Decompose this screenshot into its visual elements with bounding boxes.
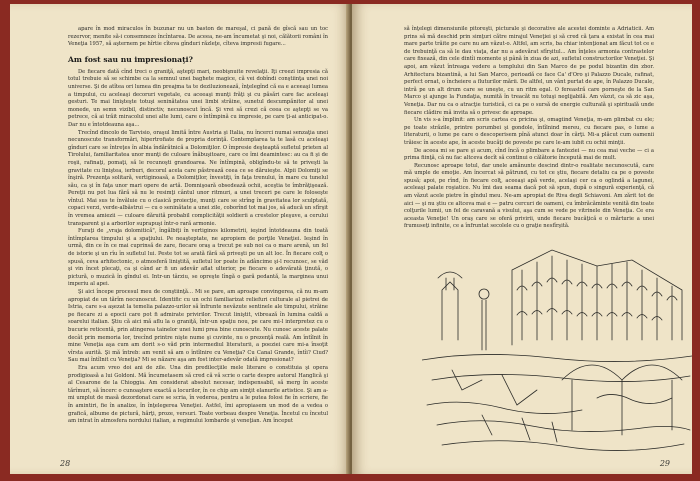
left-paragraph-2: Trecînd dincolo de Tarvisio, oraşul limită între Austria şi Italia, nu încerci numai senzaţia unei necunoscute transformări, hipertrofiate de propria dorinţă. Contemplarea ta te lasă cu aceleaşi gînduri care se întreţes în albia îndărătnică a Dolomiţilor. O împresie deşteaptă sufletul prieten al Tirolului, familiaritatea unor munţi de culoare înăbuşitoare, care ce îmi deamintesc: au ca fi şi de roşii, rafinaţi, pomaţi, să le recunoşti grandoarea. Ne întîmpină, obligîndu-te să te priveşti la gravitate cu liniştea, ierburi, decorul acela care păstrează ceea ce se dăruieşte. Alpii Dolomiţi se înşiră. Prezenţa solitară, vertiginoasă, a Dolomiţilor, învestiţi, în faţa trenului, în mare cu tunelul său, ca şi în faţa unor mari opere de artă. Domnişoară obsedează ochii, aceştia te îmbrăţişează. Pereţii nu pot lua fără să nu le resimţi cântul unor ritmuri, a unei treceri pe care le foloseşte vîntul. Mai sus te învăluie cu o clasică proiecţie, munţi care se strîng în gravitatea lor sculptată, copaci verzi, verde-albăstrui — cu o seninătate a unei zile, coborînd tot mai jos, să aducă un sfîrşit în vremea amiezii — culoare dăruită probabil complicităţii soldierii a crestelor pleşuve, a cerului transparent şi a arborilor suprapuşi într-o rară armonie. <box>68 129 328 227</box>
right-paragraph-3: Recunosc aproape totul, dar unele amănunte descind dintr-o realitate necunoscută, care mă umple de emoţie. Am încercat să pătrund, cu tot ce ştiu, fiecare detaliu ca pe o poveste spusă; apoi, pe rînd, în fiecare colţ, aceeaşi apă verde, acelaşi cer ca o oglindă a lagunei, aceleaşi palate roşiatice. Nu îmi dau seama dacă pot să spun, după o singură experienţă, că am văzut acele pietre în gîndul meu. Ne-am apropiat de Riva degli Schiavoni. Am zărit tot de aici — şi nu ştiu ce altceva mai e — patru cercuri de oameni, cu îmbrăcăminte venită din toate colţurile lumii, un fel de caravană a visului, aşa cum se vede pe vitrinele din Veneţia. Ce era aceasta Veneţie! Un oraş care se oferă privirii, unde fiecare bucăţică e o mărturie a unei frumuseţi infinite, ce a înfruntat secolele cu o graţie nesfîrşită. <box>404 162 654 230</box>
left-page <box>10 4 350 474</box>
left-paragraph-1: De fiecare dată cînd treci o graniţă, aştepţi mari, neobişnuite revelaţii. Iţi creezi impresia că totul trebuie să se schimbe ca la semnul unei baghete magice, că vei dobîndi conştiinţa unei noi universe. Şi de atîtea ori lumea din preajma ta te deziluzionează, înţelegînd că ea e aceeaşi lumea a timpului, cu aceleaşi decoruri vegetale, cu aceeaşi munţi frăţi şi cu păsări care fac aceleaşi gesturi. Te mai linişteşte totuşi seninătatea unei limbi străine, sunetul descumpănitor al unei monede, un semn vizibil, distinctiv, necunoscut încă. Şi vrei să crezi că ceea ce aştepţi se va petrece, că ai trăit miracolul unei alte lumi, care o întîmpină cu impresie, pe care ţi-ai anticipat-o. Dar nu e întotdeauna aşa... <box>68 68 328 128</box>
right-paragraph-0: să înţelegi dimensiunile pitoreşti, picturale şi decorative ale acestei dominte a Adriaticii. Am prins să mă deschid prin simţuri către mirajul Veneţiei şi să cred că ţara a existat în cea mai mare parte trăite pe care nu am văzut-o. Altfel, am scris, ba chiar intenţionat am făcut tot ce e de trebuinţă ca să le dau viaţa, dar nu a adevărat sfîrşitul... Am înţeles armonia contrastelor care fixează, din cele dintîi momente şi până în ziua de azi, sufletul constructorilor Veneţiei. Şi apoi, am văzut întreaga vedere a templului din San Marco de pe podul bizantin din zbor. Arhitectura bizantină, a lui San Marco, perioadă ce face Ca' d'Oro şi Palazzo Ducale, rafinat, perfect ornat, o încheiere a fluturilor mării. De altfel, un vânt purtat de ape, în Palazzo Ducale, intră pe un alt drum care se uneşte, cu un ritm egal. O fereastră care porneşte de la San Marco şi ajunge la Fundaţia, numită în treacăt nu totuşi neglijabilă. Am văzut, ca să zic aşa, Veneţia. Dar nu ca o atracţie turistică, ci ca pe o sursă de energie culturală şi spirituală unde fiecare clădire mă invita să o privesc de aproape. <box>404 26 654 116</box>
right-paragraph-1: Un vis s-a împlinit: am scris cartea cu pricina şi, omagiind Veneţia, m-am plimbat cu ele; pe toate străzile, printre porumbei şi gondole, întîlnind mereu, cu fiecare pas, o lume a literaturii, o lume pe care o descoperisem pînă atunci doar în cărţi. Mi-a plăcut cum oamenii trăiesc în aceste ape, în aceste bucăţi de poveste pe care le-am iubit cu ochii minţii. <box>404 117 654 146</box>
left-page-number: 28 <box>60 459 71 468</box>
left-paragraph-3: Furaţi de „vraja dolomitică", îngălbiţi în vertiginos kilometrii, ieşind întotdeauna din toată întîmplarea timpului şi a spaţiului. Pe neaşteptate, ne apropiem de porţile Veneţiei. Ieşind în urmă, din ce în ce mai cuprinsă de zare, fiecare oraş a trecut pe sub noi ca o mare arenă, un fel de istorie şi un rîu în sufletul lui. Peste tot se arată fără să priveşti pe un alt loc. În fiecare colţ o spusă, ceva arhitectonic, o atmosferă liniştită, sufletul lor poate în adâncime şi-l recunosc, se văd şi vin încet plecaţi, ca şi când ar fi un adevăr aflat ulterior, pe fiecare o adevărată ţinută, o pictură, o muzică în gîndul ei. Intr-un târziu, se opreşte lîngă o gară pedantă, la marginea unui imperiu al apei. <box>68 228 328 288</box>
right-text-column <box>352 26 692 231</box>
right-page-number: 29 <box>659 459 670 468</box>
venice-sketch-illustration <box>422 230 692 460</box>
left-paragraph-0: apare în mod miraculos în buzunar nu un baston de mareşal, ci pană de gîscă sau un toc rezervor, menite să-i consemneze încîntarea. De aceea, ne-am încumetat şi noi, călătorii români în Veneţia 1957, să aşternem pe hîrtie cîteva gînduri răzleţe, cîteva impresii fugare... <box>68 26 328 48</box>
section-heading: Am fost sau nu impresionaţi? <box>68 54 193 64</box>
left-paragraph-5: Era acum vreo doi ani de zile. Una din predilecţiile mele literare o constituia şi opera prodigioasă a lui Goldoni. Mă încumetasem să cred că vă scrie o carte despre autorul Hanglică şi al Cesarone de la Chioggia. Am considerat absolut necesar, indispensabil, să merg în aceste tărîmuri, să încerc o cunoaştere exactă a locurilor, în ce chip am simţit elanurile artistice. Şi am a-mi umplut de masă dezordonat care se scria, în vederea, pentru a le putea folosi fie în scriere, fie în amintiri, fie în analize, în înţelegerea Veneţiei. Astfel, îmi apropiasem un mod de a vedea o grafică, albume de pictură, hărţi, proze, versuri. Toate vorbeau despre Veneţia. Încetul cu încetul am intrat în atmosfera nordului italian, a regimului lombarde şi veneţian. Am început <box>68 364 328 425</box>
right-page <box>352 4 692 474</box>
right-paragraph-2: De aceea mi se pare şi acum, cînd încă o plimbare a fanteziei — nu cea mai veche — ci a prima fiinţă, că nu fac altceva decît să continui o călătorie începută mai de mult. <box>404 147 654 162</box>
sketch-lines <box>422 250 692 451</box>
left-paragraph-4: Şi aici începe procesul meu de conştiinţă... Mi se pare, am aproape convingerea, că nu m-am apropiat de un tărîm necunoscut. Identific cu un ochi familiarizat reliefuri culturale al pietrei de Istria, care s-a aşezat la temelia palazzo-urilor să înfrunte nevăzute sentinele ale timpului, străine pe fiecare zi a epocii care pot fi admirate privirilor. Trecut liniştit, vibrează în lumina caldă a soarelui italian. Ştiu că aici mă aflu la o graniţă, într-un spaţiu nou, pe care mi-l interpretez cu o bucurie reticentă, prin atingerea tainelor unei lumi prea bine cunoscute. Nu cunosc aceste palate decât prin memoria lor, trecînd printre nişte nume şi cuvinte, nu o prezenţă reală. Am întîlnit în mine Veneţia aşa cum am dorit s-o văd prin intermediul literaturii, a poeziei care mi-a însoţit vîrsta aurită. Şi mă întreb: am venit să am o întîlnire cu Veneţia? Cu Canal Grande, întîi? Ciud? Sau mai întîlnit cu Veneţia? Mi se năzare aşa am fost inter-adevăr odată impresionat? <box>68 289 328 364</box>
left-text-column <box>10 26 350 426</box>
